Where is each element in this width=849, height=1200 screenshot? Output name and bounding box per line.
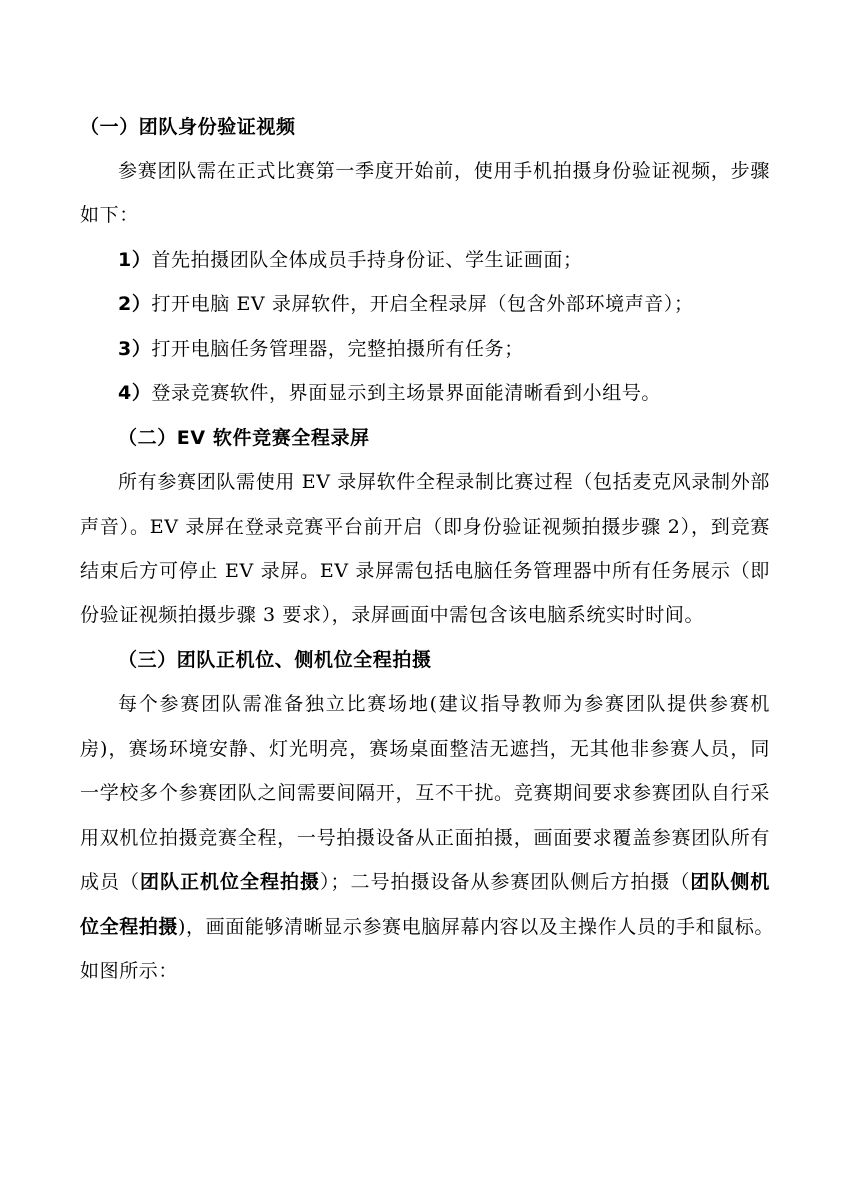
text-run: ）；二号拍摄设备从参赛团队侧后方拍摄（ [319,871,691,893]
section-3-heading: （三）团队正机位、侧机位全程拍摄 [118,649,432,671]
text-run: 成员（ [80,871,140,893]
section-3-line-7: 如图所示： [80,960,179,982]
section-2-line-3: 结束后方可停止 EV 录屏。EV 录屏需包括电脑任务管理器中所有任务展示（即 [80,560,770,582]
section-2-line-2: 声音）。EV 录屏在登录竞赛平台前开启（即身份验证视频拍摄步骤 2），到竞赛 [80,516,770,538]
step-text: 首先拍摄团队全体成员手持身份证、学生证画面； [151,249,583,271]
section-3-line-4: 用双机位拍摄竞赛全程，一号拍摄设备从正面拍摄，画面要求覆盖参赛团队所有 [80,827,770,849]
step-number: 2） [118,293,152,315]
section-2-heading: （二）EV 软件竞赛全程录屏 [118,427,370,449]
section-1-intro-line-1: 参赛团队需在正式比赛第一季度开始前，使用手机拍摄身份验证视频，步骤 [118,160,770,182]
step-4 [118,378,770,408]
text-run: )，画面能够清晰显示参赛电脑屏幕内容以及主操作人员的手和鼠标。 [178,916,775,938]
section-1-intro-line-2: 如下： [80,204,139,226]
section-1-heading: （一）团队身份验证视频 [80,116,296,138]
step-number: 3） [118,338,152,360]
emphasis-text: 团队正机位全程拍摄 [140,871,320,893]
section-3-line-3: 一学校多个参赛团队之间需要间隔开，互不干扰。竞赛期间要求参赛团队自行采 [80,782,770,804]
section-3-line-2: 房)，赛场环境安静、灯光明亮，赛场桌面整洁无遮挡，无其他非参赛人员，同 [80,738,770,760]
section-3-line-5 [80,867,770,897]
section-2-line-1: 所有参赛团队需使用 EV 录屏软件全程录制比赛过程（包括麦克风录制外部 [118,471,770,493]
step-text: 登录竞赛软件，界面显示到主场景界面能清晰看到小组号。 [151,382,662,404]
emphasis-text: 位全程拍摄 [80,916,179,938]
step-text: 打开电脑任务管理器，完整拍摄所有任务； [151,338,524,360]
section-2-line-4: 份验证视频拍摄步骤 3 要求），录屏画面中需包含该电脑系统实时时间。 [80,604,705,626]
section-3-line-6 [80,912,775,942]
step-number: 4） [118,382,152,404]
step-2 [118,289,770,319]
step-number: 1） [118,249,152,271]
step-1 [118,245,770,275]
step-text: 打开电脑 EV 录屏软件，开启全程录屏（包含外部环境声音）； [151,293,694,315]
emphasis-text: 团队侧机 [690,871,770,893]
section-3-line-1: 每个参赛团队需准备独立比赛场地(建议指导教师为参赛团队提供参赛机 [118,693,770,715]
step-3 [118,334,770,364]
